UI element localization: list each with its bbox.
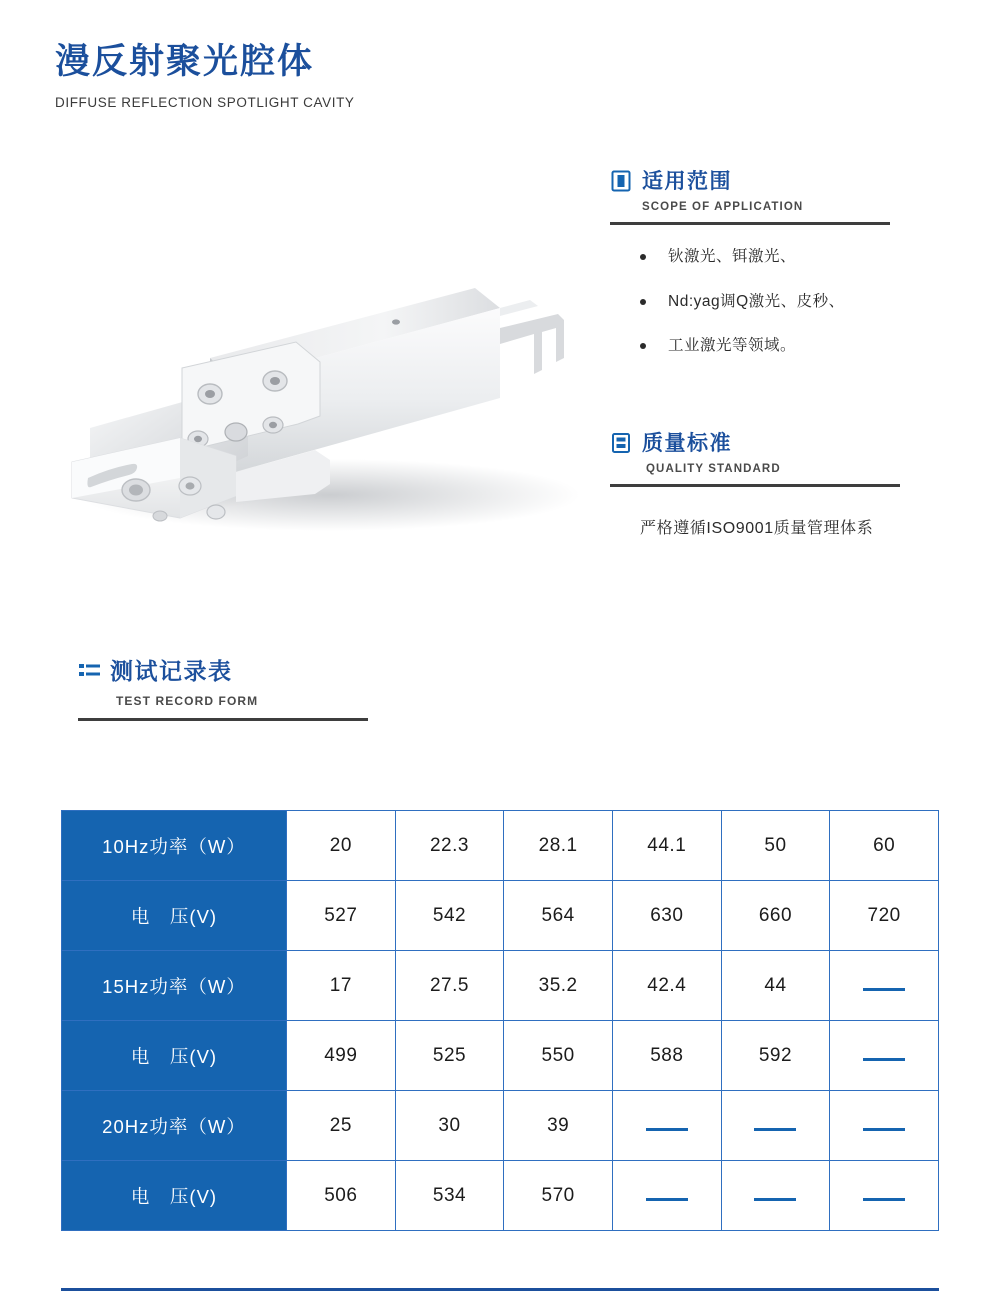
dash-mark [863, 988, 905, 991]
dash-mark [863, 1198, 905, 1201]
quality-text: 严格遵循ISO9001质量管理体系 [640, 520, 874, 537]
table-cell: 525 [395, 1021, 504, 1091]
test-record-table [61, 810, 939, 1231]
dash-mark [863, 1058, 905, 1061]
row-label: 电 压(V) [62, 881, 287, 951]
row-label: 10Hz功率（W） [62, 811, 287, 881]
list-item: Nd:yag调Q激光、皮秒、 [610, 294, 950, 310]
certificate-icon [610, 432, 632, 454]
table-cell: 660 [721, 881, 830, 951]
clipboard-icon [610, 170, 632, 192]
table-cell: 564 [504, 881, 613, 951]
table-cell: 20 [287, 811, 396, 881]
table-cell: 39 [504, 1091, 613, 1161]
table-cell: 50 [721, 811, 830, 881]
quality-divider [610, 484, 900, 487]
scope-heading [610, 170, 950, 192]
quality-standard-block [610, 432, 950, 538]
dash-mark [754, 1198, 796, 1201]
table-cell-empty [830, 1091, 939, 1161]
table-cell: 592 [721, 1021, 830, 1091]
table-cell: 506 [287, 1161, 396, 1231]
dash-mark [646, 1198, 688, 1201]
table-cell: 28.1 [504, 811, 613, 881]
table-cell: 588 [612, 1021, 721, 1091]
table-cell: 35.2 [504, 951, 613, 1021]
row-label: 20Hz功率（W） [62, 1091, 287, 1161]
page-subtitle: DIFFUSE REFLECTION SPOTLIGHT CAVITY [55, 95, 355, 111]
table-cell: 570 [504, 1161, 613, 1231]
table-cell: 60 [830, 811, 939, 881]
scope-title-cn: 适用范围 [642, 169, 732, 193]
list-item: 工业激光等领域。 [610, 338, 950, 354]
table-cell: 27.5 [395, 951, 504, 1021]
footer-divider [61, 1288, 939, 1291]
scope-of-application-block [610, 170, 950, 383]
test-record-heading-block [78, 660, 478, 721]
table-cell-empty [830, 1161, 939, 1231]
scope-divider [610, 222, 890, 225]
table-row [62, 811, 939, 881]
table-cell: 534 [395, 1161, 504, 1231]
list-icon [78, 661, 100, 683]
table-cell-empty [830, 951, 939, 1021]
table-cell-empty [721, 1091, 830, 1161]
test-record-title-cn: 测试记录表 [110, 658, 233, 684]
table-cell: 30 [395, 1091, 504, 1161]
table-cell: 499 [287, 1021, 396, 1091]
table-cell-empty [830, 1021, 939, 1091]
table-cell: 17 [287, 951, 396, 1021]
product-image [30, 250, 590, 560]
table-cell: 630 [612, 881, 721, 951]
table-row [62, 881, 939, 951]
scope-title-en: SCOPE OF APPLICATION [642, 201, 804, 213]
page-title: 漫反射聚光腔体 [55, 42, 315, 81]
quality-heading [610, 432, 950, 454]
dash-mark [863, 1128, 905, 1131]
table-cell: 42.4 [612, 951, 721, 1021]
table-cell-empty [721, 1161, 830, 1231]
dash-mark [646, 1128, 688, 1131]
quality-title-cn: 质量标准 [642, 431, 732, 455]
table-cell: 25 [287, 1091, 396, 1161]
table-cell: 720 [830, 881, 939, 951]
list-item: 钬激光、铒激光、 [610, 249, 950, 265]
table-cell: 527 [287, 881, 396, 951]
row-label: 电 压(V) [62, 1021, 287, 1091]
table-cell: 22.3 [395, 811, 504, 881]
table-cell: 44.1 [612, 811, 721, 881]
table-cell: 550 [504, 1021, 613, 1091]
table-cell-empty [612, 1161, 721, 1231]
table-cell: 542 [395, 881, 504, 951]
row-label: 15Hz功率（W） [62, 951, 287, 1021]
table-row [62, 951, 939, 1021]
scope-list [610, 249, 950, 354]
table-cell: 44 [721, 951, 830, 1021]
dash-mark [754, 1128, 796, 1131]
row-label: 电 压(V) [62, 1161, 287, 1231]
test-record-divider [78, 718, 368, 721]
table-cell-empty [612, 1091, 721, 1161]
test-record-heading [78, 660, 478, 683]
table-row [62, 1161, 939, 1231]
page-header [55, 42, 755, 110]
table-row [62, 1021, 939, 1091]
table-row [62, 1091, 939, 1161]
quality-title-en: QUALITY STANDARD [646, 463, 781, 475]
test-record-title-en: TEST RECORD FORM [116, 694, 259, 708]
